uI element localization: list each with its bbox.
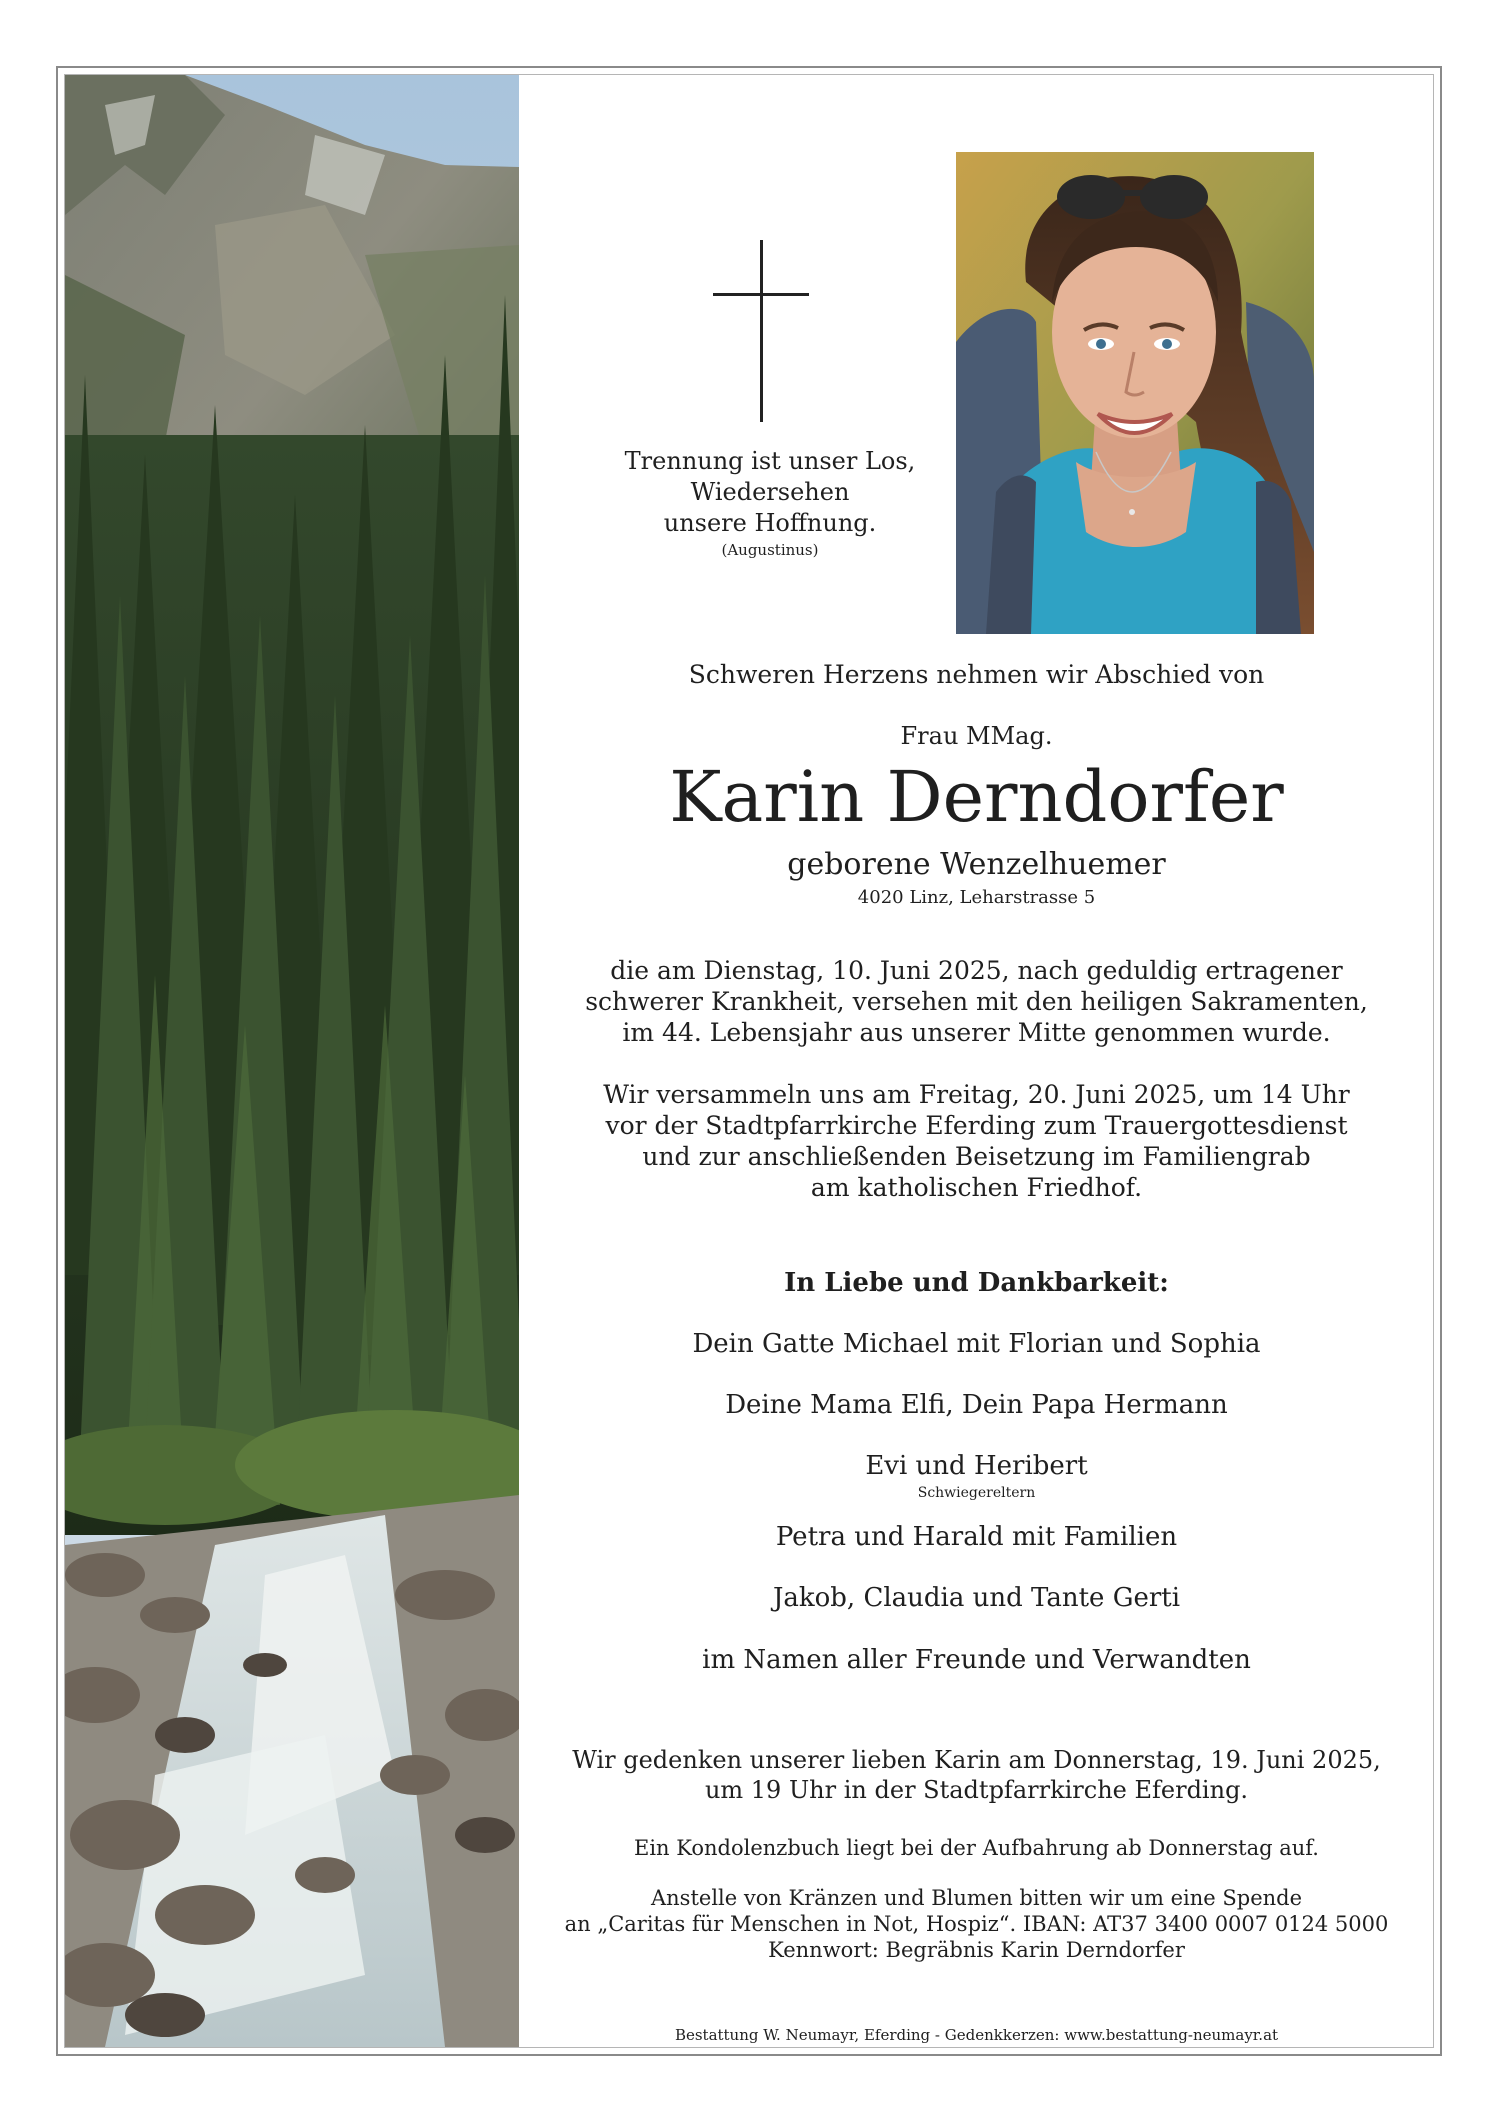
mourner-1: Dein Gatte Michael mit Florian und Sophia [692, 1329, 1261, 1359]
intro-text: Schweren Herzens nehmen wir Abschied von [688, 660, 1265, 689]
memorial-line-2: um 19 Uhr in der Stadtpfarrkirche Eferding. [704, 1776, 1249, 1804]
mourner-4: Petra und Harald mit Familien [775, 1522, 1178, 1552]
obituary-content [520, 75, 1433, 2047]
portrait-photo [956, 152, 1314, 634]
mourner-2: Deine Mama Elfi, Dein Papa Hermann [725, 1390, 1228, 1420]
landscape-photo [65, 75, 519, 2047]
quote-line-3: unsere Hoffnung. [663, 509, 877, 537]
death-notice-line-1: die am Dienstag, 10. Juni 2025, nach geduldig ertragener [610, 956, 1343, 985]
funeral-line-3: und zur anschließenden Beisetzung im Familiengrab [642, 1142, 1311, 1171]
donation-line-3: Kennwort: Begräbnis Karin Derndorfer [768, 1938, 1185, 1962]
mourner-6: im Namen aller Freunde und Verwandten [702, 1645, 1251, 1675]
mourner-5: Jakob, Claudia und Tante Gerti [772, 1583, 1181, 1613]
quote-line-2: Wiedersehen [690, 478, 850, 506]
footer-text: Bestattung W. Neumayr, Eferding - Gedenkkerzen: www.bestattung-neumayr.at [674, 2026, 1279, 2044]
deceased-name: Karin Derndorfer [669, 756, 1284, 838]
donation-line-1: Anstelle von Kränzen und Blumen bitten wir um eine Spende [650, 1886, 1303, 1910]
funeral-line-4: am katholischen Friedhof. [810, 1173, 1143, 1202]
quote-author: (Augustinus) [721, 541, 819, 559]
death-notice-line-2: schwerer Krankheit, versehen mit den heiligen Sakramenten, [585, 987, 1368, 1016]
deceased-title: Frau MMag. [900, 722, 1053, 750]
mourner-3-note: Schwiegereltern [917, 1485, 1036, 1501]
memorial-line-1: Wir gedenken unserer lieben Karin am Donnerstag, 19. Juni 2025, [572, 1746, 1381, 1774]
mourners-heading: In Liebe und Dankbarkeit: [784, 1268, 1169, 1298]
cross-icon [713, 240, 809, 422]
quote-line-1: Trennung ist unser Los, [624, 447, 916, 475]
deceased-born: geborene Wenzelhuemer [787, 847, 1166, 882]
condolence-text: Ein Kondolenzbuch liegt bei der Aufbahrung ab Donnerstag auf. [634, 1836, 1319, 1860]
funeral-line-1: Wir versammeln uns am Freitag, 20. Juni 2025, um 14 Uhr [603, 1080, 1350, 1109]
death-notice-line-3: im 44. Lebensjahr aus unserer Mitte genommen wurde. [622, 1018, 1331, 1047]
funeral-line-2: vor der Stadtpfarrkirche Eferding zum Trauergottesdienst [605, 1111, 1348, 1140]
donation-line-2: an „Caritas für Menschen in Not, Hospiz“. IBAN: AT37 3400 0007 0124 5000 [564, 1912, 1389, 1936]
deceased-address: 4020 Linz, Leharstrasse 5 [857, 887, 1096, 908]
mourner-3: Evi und Heribert [865, 1451, 1088, 1481]
